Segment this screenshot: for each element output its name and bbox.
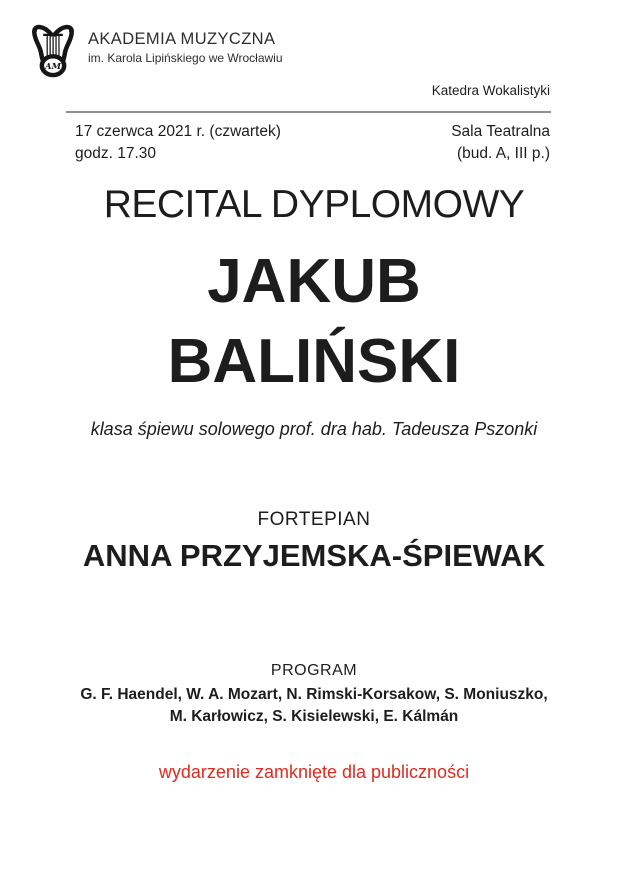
program-composers-line-2: M. Karłowicz, S. Kisielewski, E. Kálmán: [169, 708, 459, 725]
venue-location: (bud. A, III p.): [456, 145, 550, 162]
department-label: Katedra Wokalistyki: [431, 83, 550, 98]
logo-monogram: AM: [45, 61, 61, 72]
header-divider: [66, 111, 551, 113]
event-time: godz. 17.30: [75, 145, 157, 162]
lyre-icon: [28, 22, 78, 79]
event-datetime: [75, 121, 281, 165]
academy-name: AKADEMIA MUZYCZNA: [88, 30, 276, 48]
accompanist-role-label: FORTEPIAN: [257, 509, 371, 530]
performer-name: [8, 242, 620, 402]
event-info-row: [75, 121, 550, 165]
accompanist-name: ANNA PRZYJEMSKA-ŚPIEWAK: [82, 538, 546, 573]
academy-subtitle: im. Karola Lipińskiego we Wrocławiu: [88, 51, 283, 65]
performer-name-line-2: BALIŃSKI: [167, 327, 461, 396]
academy-wordmark: [88, 30, 283, 66]
recital-title: RECITAL DYPLOMOWY: [103, 183, 525, 226]
event-date: 17 czerwca 2021 r. (czwartek): [75, 123, 281, 140]
class-note: klasa śpiewu solowego prof. dra hab. Tadeusza Pszonki: [90, 419, 538, 439]
closed-event-notice: wydarzenie zamknięte dla publiczności: [158, 762, 470, 782]
venue-name: Sala Teatralna: [451, 123, 550, 140]
academy-logo-block: [28, 22, 283, 79]
event-venue: [451, 121, 550, 165]
performer-name-line-1: JAKUB: [207, 247, 421, 316]
program-composers: [8, 684, 620, 728]
program-composers-line-1: G. F. Haendel, W. A. Mozart, N. Rimski-Korsakow, S. Moniuszko,: [80, 686, 548, 703]
program-heading: PROGRAM: [270, 662, 358, 679]
